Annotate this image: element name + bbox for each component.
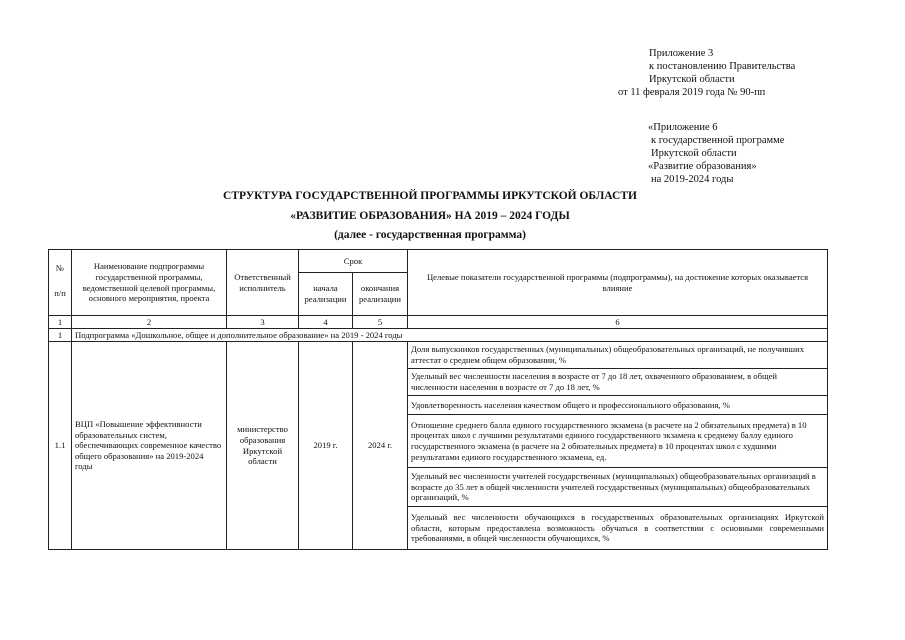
appendix-3-line-3: Иркутской области	[649, 74, 735, 85]
row-start-year: 2019 г.	[299, 342, 353, 550]
appendix-3-line-1: Приложение 3	[649, 48, 714, 59]
appendix-6-header	[648, 121, 784, 186]
header-start: начала реализации	[299, 273, 353, 316]
column-numbers-row	[49, 316, 828, 329]
appendix-3-date-line: от 11 февраля 2019 года № 90-пп	[618, 87, 766, 98]
row-program-name: ВЦП «Повышение эффективности образовательных систем, обеспечивающих современное качество общего образования» на 2019-2024 годы	[72, 342, 227, 550]
subprogram-row	[49, 329, 828, 342]
table-header-row	[49, 250, 828, 273]
document-title-note: (далее - государственная программа)	[334, 229, 526, 241]
appendix-6-line-1: «Приложение 6	[648, 122, 718, 133]
table-row	[49, 342, 828, 369]
appendix-3-header	[618, 47, 795, 99]
indicator-cell: Удовлетворенность населения качеством общего и профессионального образования, %	[408, 396, 828, 415]
column-number: 4	[299, 316, 353, 329]
subprogram-title: Подпрограмма «Дошкольное, общее и дополнительное образование» на 2019 - 2024 годы	[72, 329, 828, 342]
header-end: окончания реализации	[353, 273, 408, 316]
document-subtitle: «РАЗВИТИЕ ОБРАЗОВАНИЯ» НА 2019 – 2024 ГОДЫ	[290, 210, 570, 222]
header-term: Срок	[299, 250, 408, 273]
indicator-cell: Доля выпускников государственных (муниципальных) общеобразовательных организаций, не получивших аттестат о среднем общем образовании, %	[408, 342, 828, 369]
subprogram-number: 1	[49, 329, 72, 342]
header-number-symbol: №	[55, 263, 65, 273]
row-executor: министерство образования Иркутской области	[227, 342, 299, 550]
column-number: 2	[72, 316, 227, 329]
appendix-6-line-4: «Развитие образования»	[648, 161, 757, 172]
indicator-cell: Удельный вес численности учителей государственных (муниципальных) общеобразовательных организаций в возрасте до 35 лет в общей численности учителей государственных (муниципальных) общеобразовательных организаций, %	[408, 468, 828, 507]
appendix-6-line-3: Иркутской области	[651, 148, 737, 159]
row-number: 1.1	[49, 342, 72, 550]
column-number: 5	[353, 316, 408, 329]
indicator-cell: Удельный вес численности обучающихся в государственных образовательных организациях Иркутской области, которым предоставлена возможность обучаться в соответствии с основными современными требованиями, в общей численности обучающихся, %	[408, 507, 828, 550]
header-executor: Ответственный исполнитель	[227, 250, 299, 316]
header-indicators: Целевые показатели государственной программы (подпрограммы), на достижение которых оказывается влияние	[408, 250, 828, 316]
document-title: СТРУКТУРА ГОСУДАРСТВЕННОЙ ПРОГРАММЫ ИРКУТСКОЙ ОБЛАСТИ	[223, 190, 637, 202]
appendix-6-line-5: на 2019-2024 годы	[651, 174, 734, 185]
header-name: Наименование подпрограммы государственной программы, ведомственной целевой программы, основного мероприятия, проекта	[72, 250, 227, 316]
column-number: 1	[49, 316, 72, 329]
row-end-year: 2024 г.	[353, 342, 408, 550]
program-structure-table	[48, 249, 828, 550]
header-number	[49, 250, 72, 316]
column-number: 6	[408, 316, 828, 329]
column-number: 3	[227, 316, 299, 329]
appendix-3-line-2: к постановлению Правительства	[649, 61, 796, 72]
header-number-abbr: п/п	[54, 288, 66, 299]
appendix-6-line-2: к государственной программе	[651, 135, 785, 146]
indicator-cell: Удельный вес численности населения в возрасте от 7 до 18 лет, охваченного образованием, в общей численности населения в возрасте от 7 до 18 лет, %	[408, 369, 828, 396]
indicator-cell: Отношение среднего балла единого государственного экзамена (в расчете на 2 обязательных предмета) в 10 процентах школ с лучшими результатами единого государственного экзамена к среднему баллу единого государственного экзамена (в расчете на 2 обязательных предмета) в 10 процентах школ с худшими результатами единого государственного экзамена, ед.	[408, 415, 828, 468]
